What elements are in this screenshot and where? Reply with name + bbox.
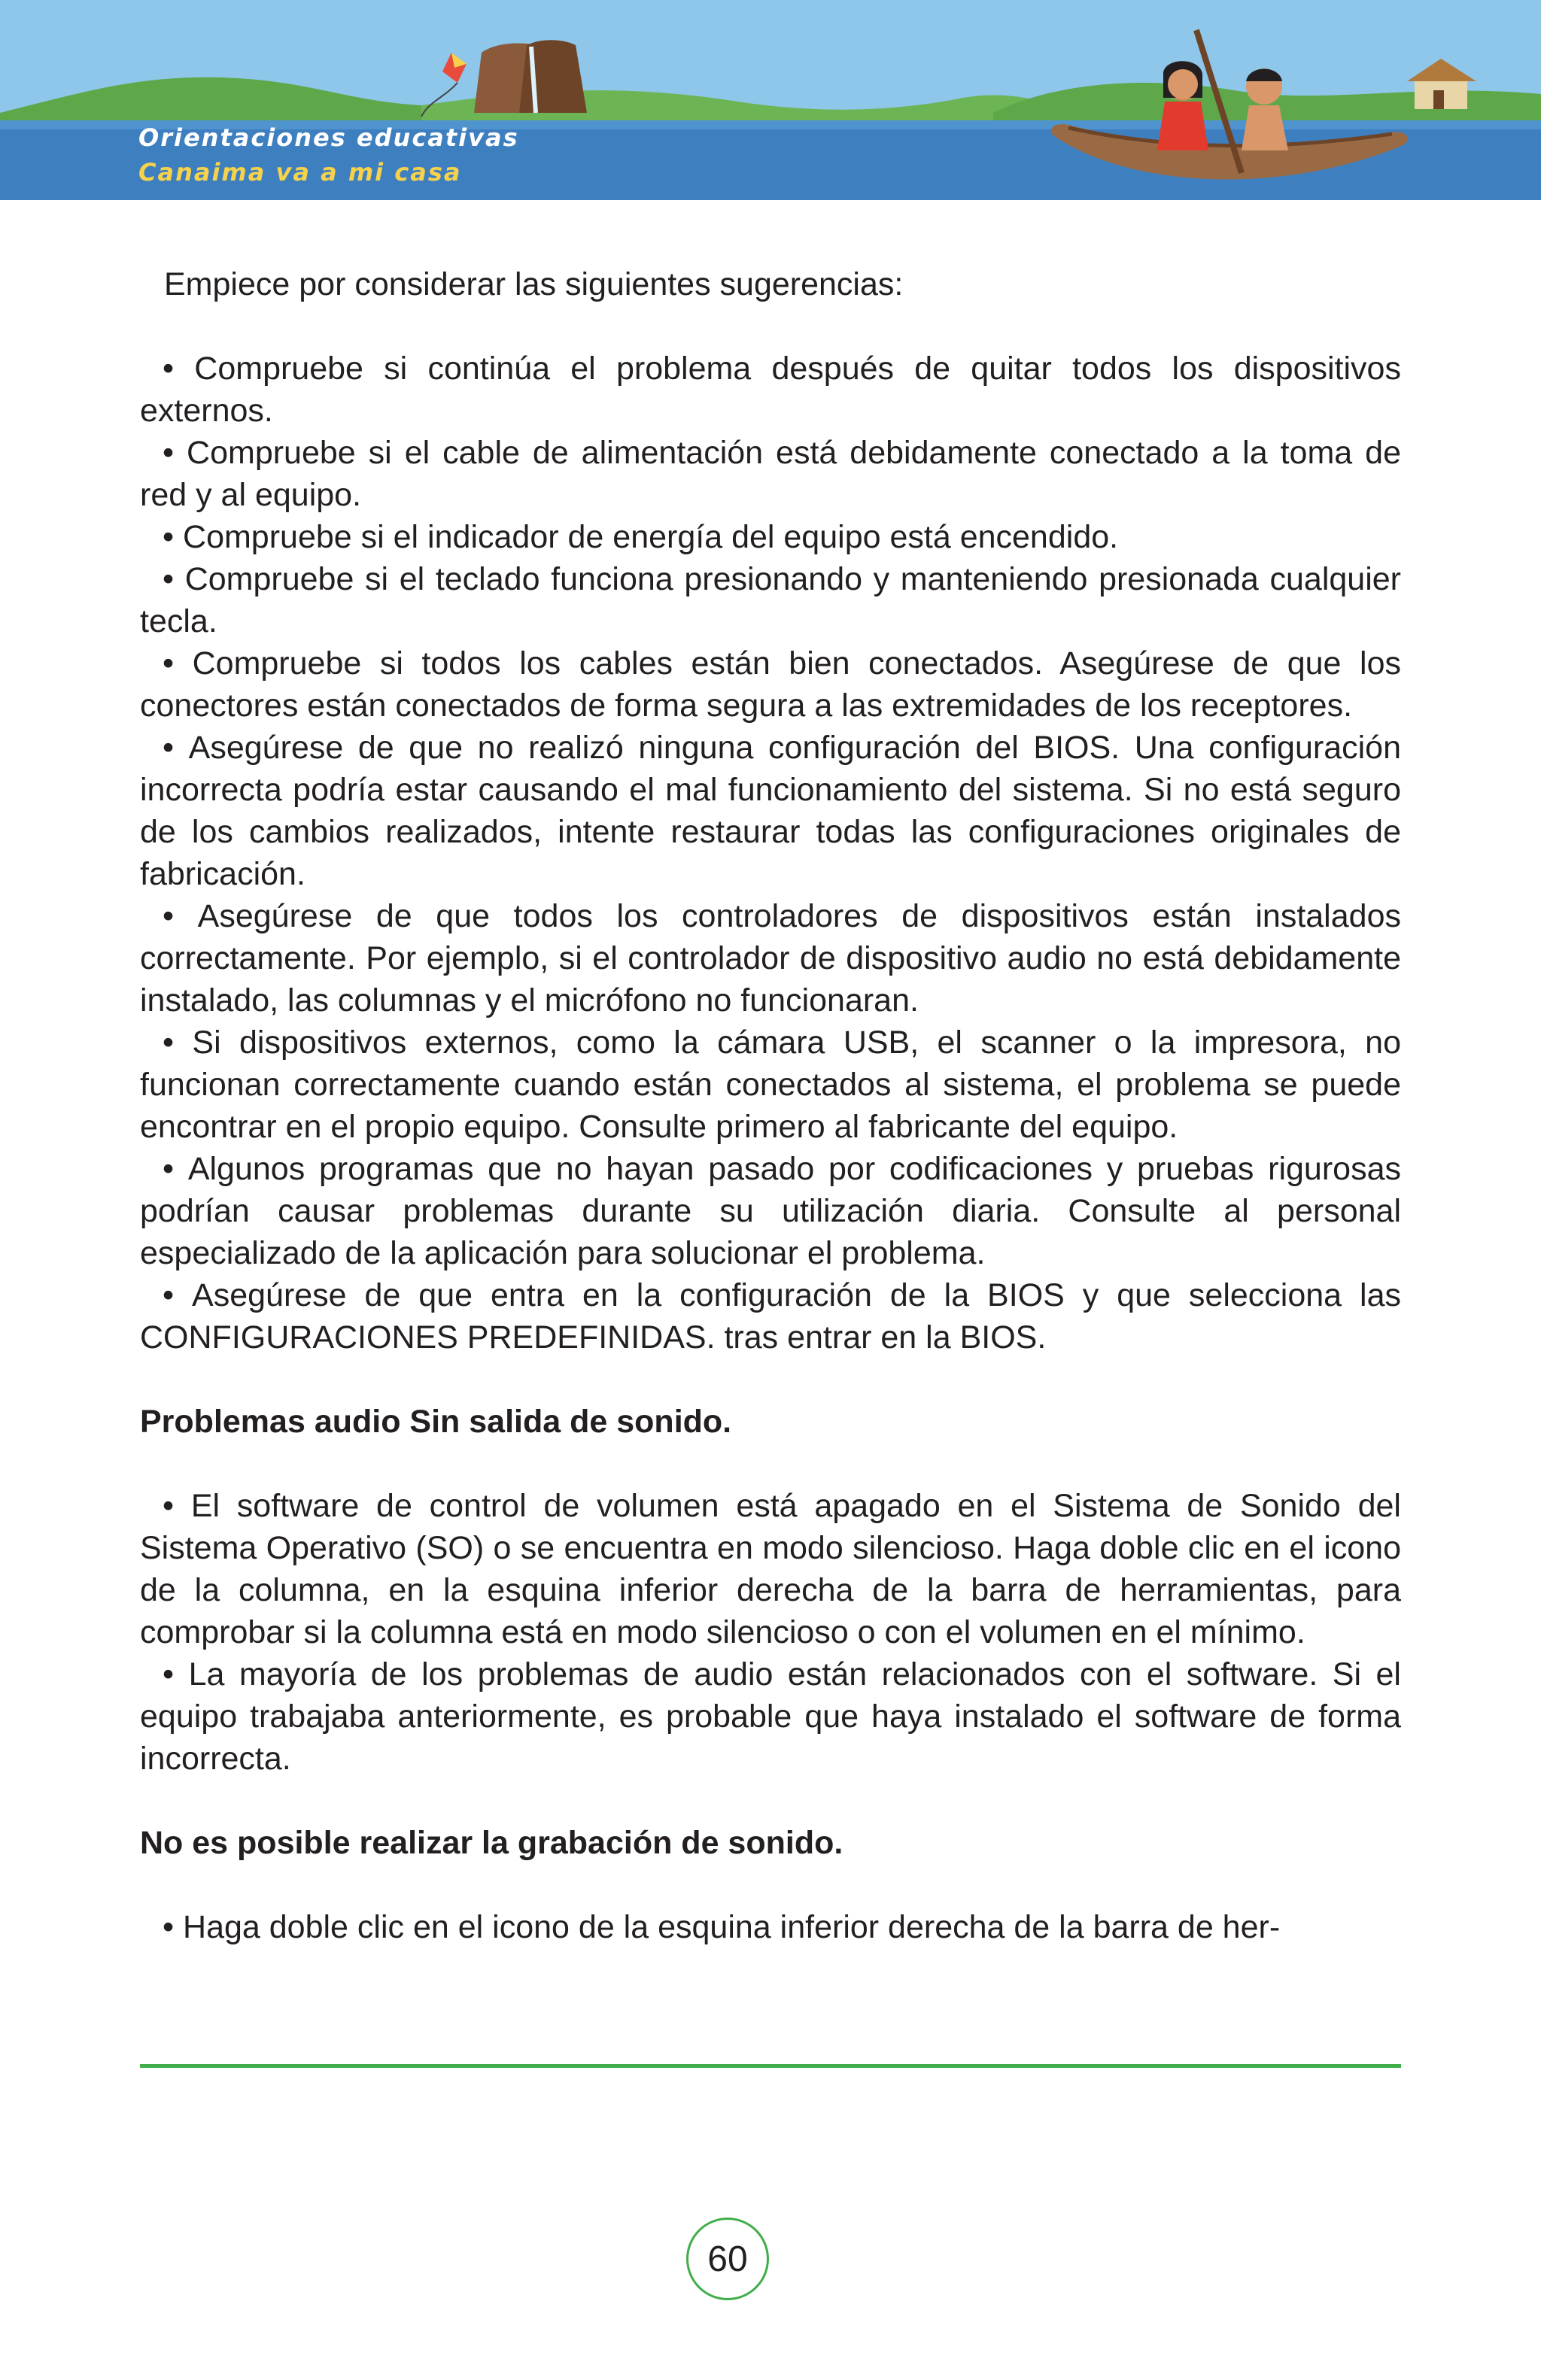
header-subtitle: Canaima va a mi casa [138, 158, 462, 187]
list-item: • Asegúrese de que no realizó ninguna configuración del BIOS. Una configuración incorrecta podría estar causando el mal funcionamiento del sistema. Si no está seguro de los cambios realizados, intente restaurar todas las configuraciones originales de fabricación. [140, 727, 1401, 895]
page-number-badge [686, 2218, 769, 2300]
intro-paragraph: Empiece por considerar las siguientes sugerencias: [164, 266, 904, 302]
spacer [140, 305, 1401, 348]
list-item: • Compruebe si el indicador de energía del equipo está encendido. [140, 516, 1401, 558]
list-item: • Compruebe si el teclado funciona presionando y manteniendo presionada cualquier tecla. [140, 558, 1401, 642]
spacer [140, 1780, 1401, 1822]
list-item: • Algunos programas que no hayan pasado por codificaciones y pruebas rigurosas podrían causar problemas durante su utilización diaria. Consulte al personal especializado de la aplicación para solucionar el problema. [140, 1148, 1401, 1274]
list-item: • Compruebe si todos los cables están bien conectados. Asegúrese de que los conectores están conectados de forma segura a las extremidades de los receptores. [140, 642, 1401, 727]
list-item: • Compruebe si continúa el problema después de quitar todos los dispositivos externos. [140, 348, 1401, 432]
list-item: • Asegúrese de que todos los controladores de dispositivos están instalados correctamente. Por ejemplo, si el controlador de dispositivo audio no está debidamente instalado, las columnas y el micrófono no funcionaran. [140, 895, 1401, 1022]
list-item: • Compruebe si el cable de alimentación está debidamente conectado a la toma de red y al equipo. [140, 432, 1401, 516]
header-banner [0, 0, 1541, 200]
list-item: • El software de control de volumen está apagado en el Sistema de Sonido del Sistema Operativo (SO) o se encuentra en modo silencioso. Haga doble clic en el icono de la columna, en la esquina inferior derecha de la barra de herramientas, para comprobar si la columna está en modo silencioso o con el volumen en el mínimo. [140, 1485, 1401, 1653]
list-item: • La mayoría de los problemas de audio están relacionados con el software. Si el equipo trabajaba anteriormente, es probable que haya instalado el software de forma incorrecta. [140, 1653, 1401, 1780]
spacer [140, 1443, 1401, 1485]
spacer [140, 1358, 1401, 1401]
list-item: • Si dispositivos externos, como la cámara USB, el scanner o la impresora, no funcionan correctamente cuando están conectados al sistema, el problema se puede encontrar en el propio equipo. Consulte primero al fabricante del equipo. [140, 1022, 1401, 1148]
section-heading-audio: Problemas audio Sin salida de sonido. [140, 1404, 732, 1440]
list-item: • Asegúrese de que entra en la configuración de la BIOS y que selecciona las CONFIGURACIONES PREDEFINIDAS. tras entrar en la BIOS. [140, 1274, 1401, 1358]
footer-divider [140, 2064, 1401, 2068]
list-item: • Haga doble clic en el icono de la esquina inferior derecha de la barra de her- [140, 1906, 1401, 1948]
section-heading-recording: No es posible realizar la grabación de sonido. [140, 1825, 843, 1861]
spacer [140, 1864, 1401, 1906]
page-number: 60 [707, 2239, 748, 2279]
header-title: Orientaciones educativas [138, 123, 519, 152]
page-body [140, 263, 1401, 1948]
